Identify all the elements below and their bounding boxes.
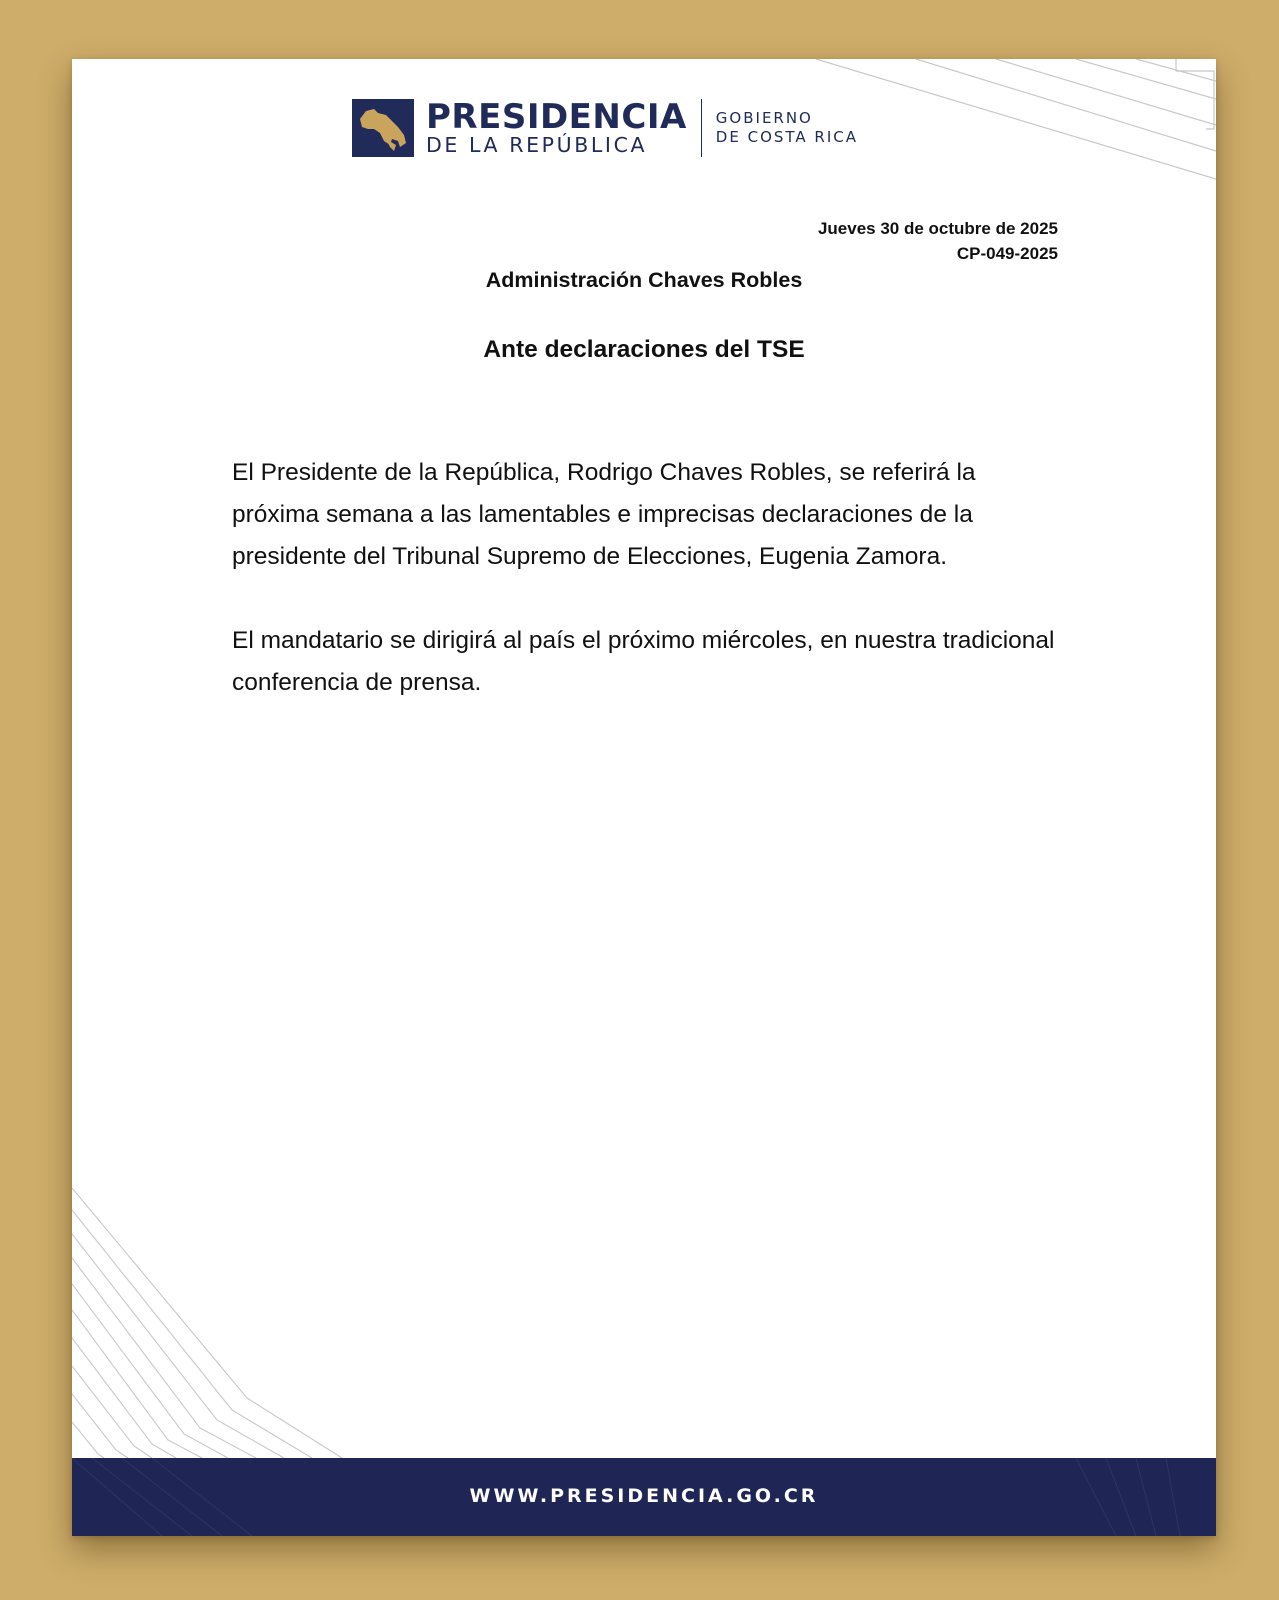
costa-rica-map-icon [352,99,414,157]
release-code: CP-049-2025 [956,244,1058,263]
release-date: Jueves 30 de octubre de 2025 [817,219,1058,238]
gov-line1: GOBIERNO [715,109,813,127]
top-right-line-pattern [796,59,1216,189]
wordmark-line2: DE LA REPÚBLICA [426,133,648,158]
bottom-left-line-pattern [72,1188,352,1458]
letterhead-logo [352,97,858,159]
press-release-page [72,59,1216,1536]
gov-line2: DE COSTA RICA [715,128,859,146]
presidencia-wordmark [426,97,687,158]
release-body [232,452,1062,746]
administration-heading: Administración Chaves Robles [485,268,803,292]
government-label [716,109,858,147]
body-paragraph-2: El mandatario se dirigirá al país el próximo miércoles, en nuestra tradicional conferencia de prensa. [232,627,1055,696]
website-url: WWW.PRESIDENCIA.GO.CR [469,1485,819,1507]
release-meta [818,216,1058,266]
footer-bar [72,1458,1216,1536]
body-paragraph-1: El Presidente de la República, Rodrigo Chaves Robles, se referirá la próxima semana a las lamentables e imprecisas declaraciones de la presidente del Tribunal Supremo de Elecciones, Eugenia Zamora. [232,459,976,570]
wordmark-line1: PRESIDENCIA [426,97,687,138]
page-title: Ante declaraciones del TSE [483,336,805,363]
logo-divider [701,99,702,157]
